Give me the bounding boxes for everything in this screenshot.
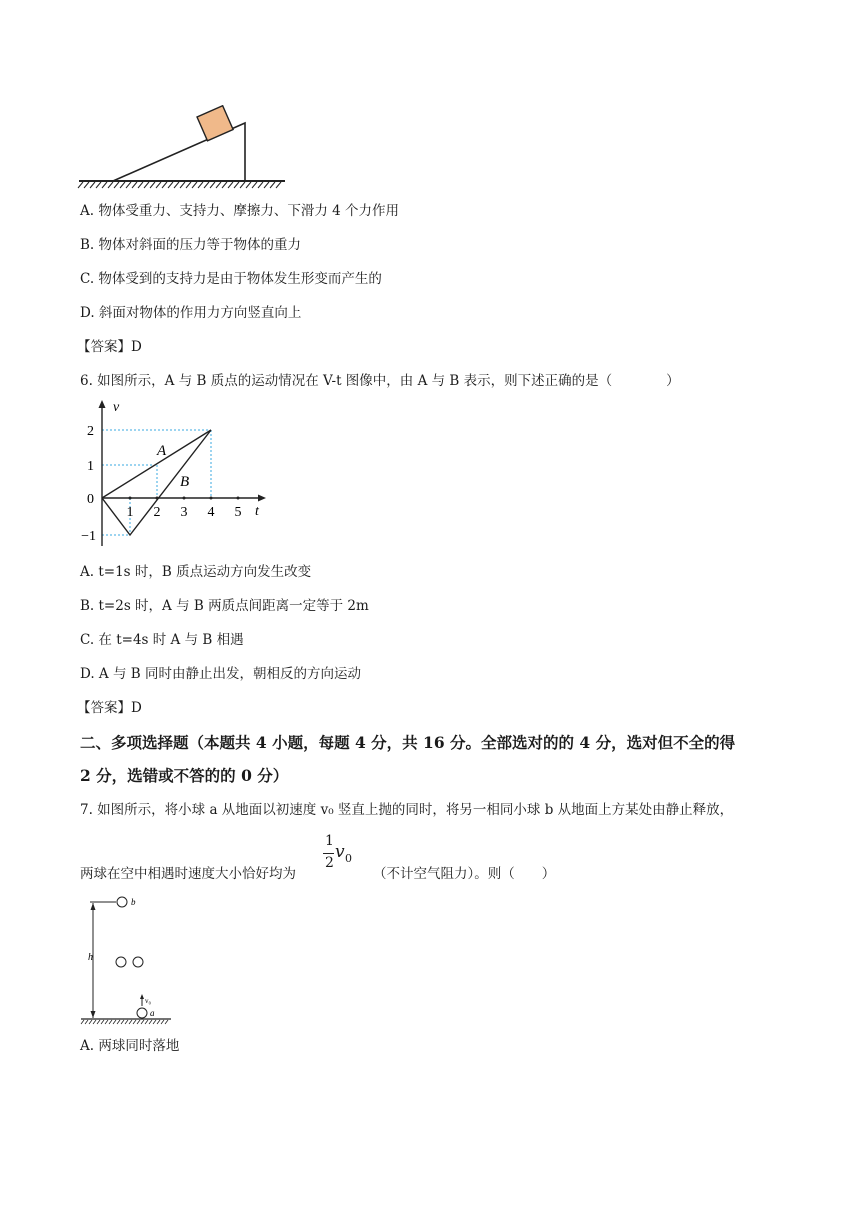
ball-b — [117, 897, 127, 907]
q7-stem-line1: 7. 如图所示，将小球 a 从地面以初速度 v₀ 竖直上抛的同时，将另一相同小球 b 从地面上方某处由静止释放， — [80, 802, 734, 818]
x-tick-2: 2 — [153, 505, 161, 520]
q7-fraction — [320, 833, 360, 883]
q6-option-d: D. A 与 B 同时由静止出发，朝相反的方向运动 — [80, 666, 361, 682]
section2-heading-line1: 二、多项选择题（本题共 4 小题，每题 4 分，共 16 分。全部选对的的 4 分，选对但不全的得 — [80, 733, 736, 752]
q7-stem-line2-suffix: （不计空气阻力）。则（ ） — [373, 866, 556, 882]
x-tick-5: 5 — [234, 505, 242, 520]
t-axis-label: t — [255, 504, 259, 519]
q6-option-c: C. 在 t=4s 时 A 与 B 相遇 — [80, 632, 244, 648]
q7-stem-line2-prefix: 两球在空中相遇时速度大小恰好均为 — [80, 866, 296, 882]
q5-option-b: B. 物体对斜面的压力等于物体的重力 — [80, 237, 302, 253]
q7-fraction-denominator: 2 — [325, 855, 334, 871]
vt-graph — [80, 398, 280, 548]
q5-option-a: A. 物体受重力、支持力、摩擦力、下滑力 4 个力作用 — [80, 203, 400, 219]
q6-option-b: B. t=2s 时，A 与 B 两质点间距离一定等于 2m — [80, 598, 369, 614]
label-v0: v₀ — [145, 997, 151, 1005]
section2-heading-line2: 2 分，选错或不答的的 0 分） — [80, 766, 289, 785]
x-tick-3: 3 — [180, 505, 188, 520]
q7-fraction-symbol: v — [335, 842, 345, 862]
y-tick-0: 0 — [87, 492, 94, 507]
label-h: h — [88, 952, 93, 963]
balls-figure — [76, 892, 176, 1028]
q7-fraction-numerator: 1 — [325, 833, 334, 849]
label-b-ball: b — [131, 897, 136, 907]
q6-option-a: A. t=1s 时，B 质点运动方向发生改变 — [80, 564, 312, 580]
incline-figure — [75, 105, 290, 190]
y-tick-2: 2 — [87, 424, 94, 439]
ball-meet-1 — [116, 957, 126, 967]
q7-fraction-bar — [323, 853, 334, 854]
q5-option-d: D. 斜面对物体的作用力方向竖直向上 — [80, 305, 302, 321]
x-tick-4: 4 — [207, 505, 215, 520]
label-b: B — [180, 474, 190, 490]
q6-answer: 【答案】D — [77, 700, 142, 716]
line-a — [102, 430, 211, 498]
y-tick-1: 1 — [87, 459, 94, 474]
q5-answer: 【答案】D — [77, 339, 142, 355]
v-axis-label: v — [113, 400, 120, 415]
q5-option-c: C. 物体受到的支持力是由于物体发生形变而产生的 — [80, 271, 382, 287]
ball-meet-2 — [133, 957, 143, 967]
q7-option-a: A. 两球同时落地 — [80, 1038, 180, 1054]
label-a-ball: a — [150, 1008, 155, 1018]
q6-stem: 6. 如图所示，A 与 B 质点的运动情况在 V-t 图像中，由 A 与 B 表示，则下述正确的是（ ） — [80, 373, 680, 389]
q7-fraction-subscript: 0 — [345, 852, 352, 865]
label-a: A — [157, 443, 167, 459]
y-tick-neg1: −1 — [81, 529, 96, 544]
x-tick-1: 1 — [126, 505, 134, 520]
ball-a — [137, 1008, 147, 1018]
block — [197, 106, 233, 141]
